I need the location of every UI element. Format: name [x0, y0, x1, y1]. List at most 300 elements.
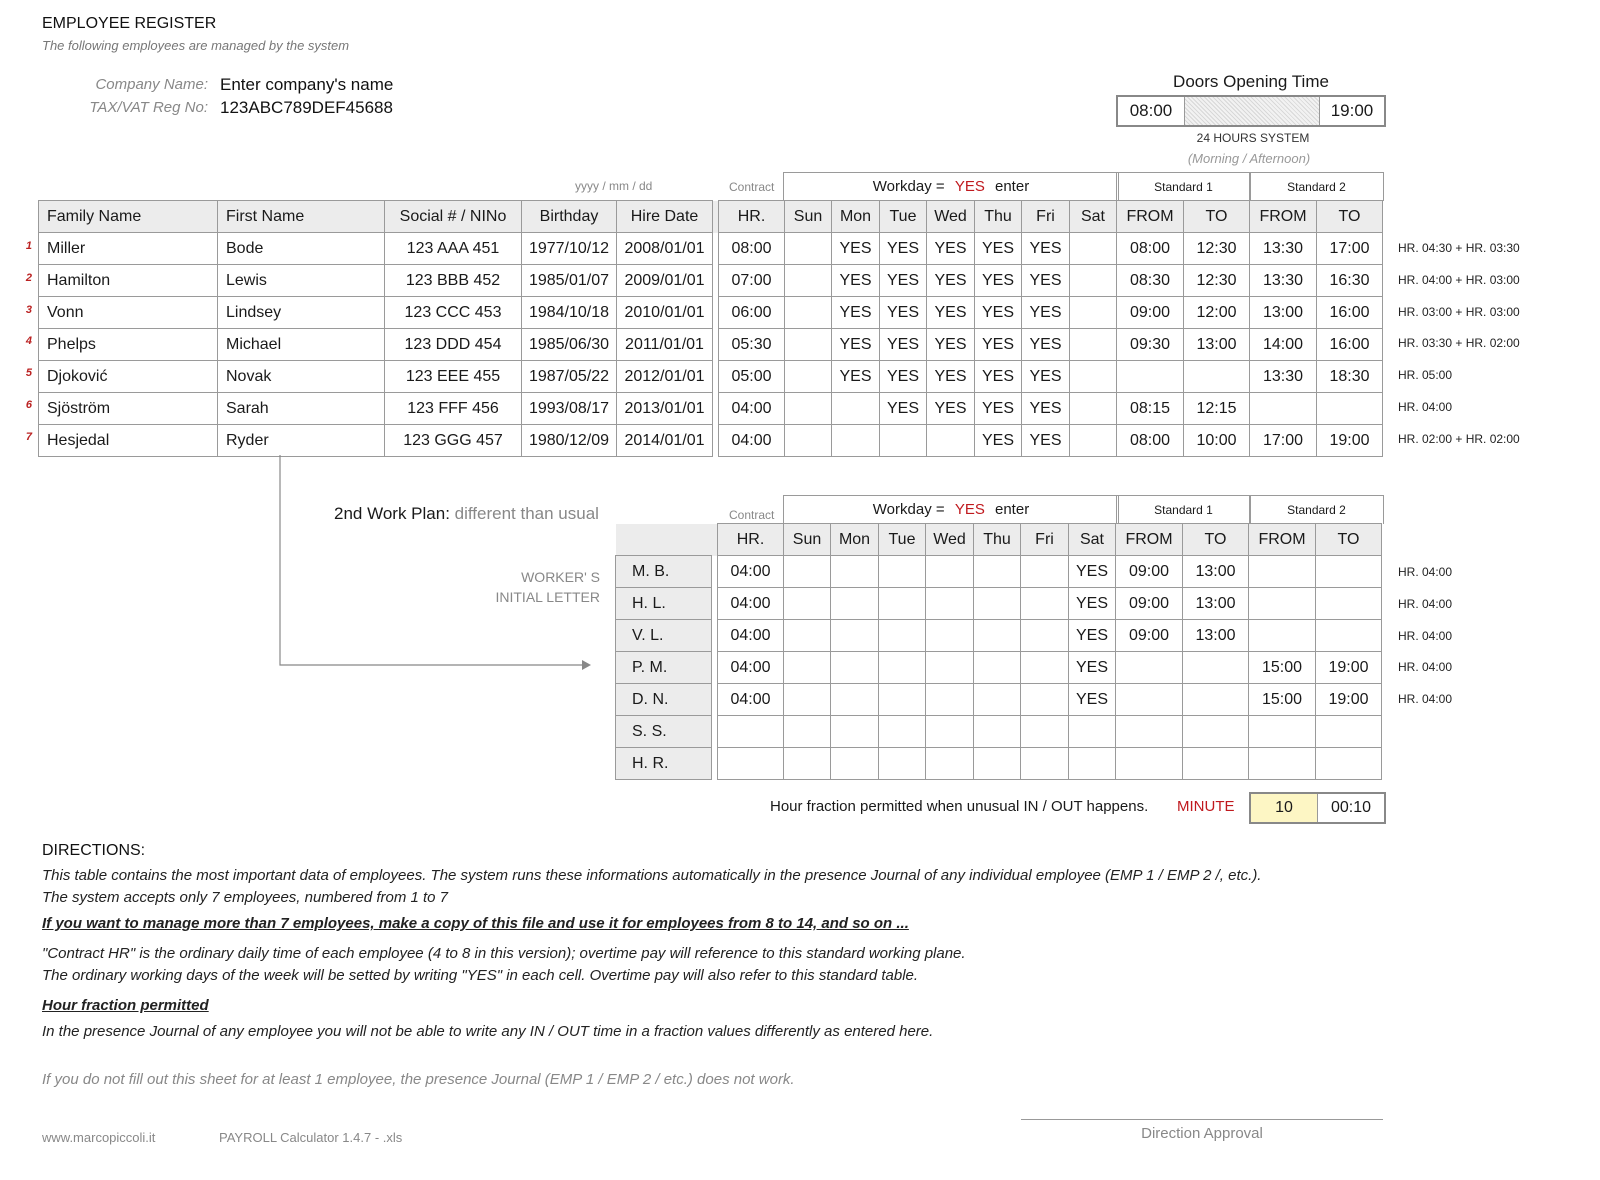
cell-tue[interactable]: YES: [880, 297, 927, 329]
cell-sat[interactable]: [1070, 297, 1117, 329]
header-tue: Tue: [880, 201, 927, 233]
cell-tue[interactable]: YES: [880, 393, 927, 425]
plan-row: [616, 684, 1382, 716]
cell-sat[interactable]: YES: [1069, 588, 1116, 620]
cell-tue[interactable]: YES: [880, 329, 927, 361]
cell-thu[interactable]: YES: [975, 329, 1022, 361]
cell-from2[interactable]: [1249, 748, 1316, 780]
directions-p2: The system accepts only 7 employees, numbered from 1 to 7: [42, 889, 449, 906]
cell-tue[interactable]: [879, 588, 926, 620]
cell-hr[interactable]: 04:00: [718, 556, 784, 588]
cell-sat[interactable]: YES: [1069, 556, 1116, 588]
cell-from2[interactable]: [1249, 716, 1316, 748]
fraction-box: [1249, 792, 1386, 824]
cell-thu[interactable]: [974, 652, 1021, 684]
cell-mon[interactable]: YES: [832, 297, 880, 329]
cell-thu[interactable]: YES: [975, 425, 1022, 457]
employee-table: [38, 200, 1383, 457]
cell-from1[interactable]: [1116, 652, 1183, 684]
cell-sat[interactable]: [1069, 716, 1116, 748]
cell-wed[interactable]: [927, 425, 975, 457]
cell-birthday[interactable]: 1980/12/09: [522, 425, 617, 457]
cell-hr[interactable]: 04:00: [718, 588, 784, 620]
directions-p5: The ordinary working days of the week will be setted by writing "YES" in each cell. Overtime pay will also refer to this standard table.: [42, 967, 919, 984]
cell-from2[interactable]: [1250, 393, 1317, 425]
worker-initials: H. R.: [616, 748, 712, 780]
cell-sun[interactable]: [785, 361, 832, 393]
plan-row: [616, 556, 1382, 588]
cell-hr[interactable]: 08:00: [719, 233, 785, 265]
cell-thu[interactable]: YES: [975, 265, 1022, 297]
cell-sun[interactable]: [785, 265, 832, 297]
cell-from1[interactable]: 09:00: [1116, 620, 1183, 652]
cell-fri[interactable]: YES: [1022, 393, 1070, 425]
cell-to1[interactable]: 12:30: [1184, 265, 1250, 297]
plan-header-row: [616, 524, 1382, 556]
cell-hire[interactable]: 2012/01/01: [617, 361, 713, 393]
workday-header: [783, 172, 1119, 201]
row-hours-note: HR. 04:30 + HR. 03:30: [1398, 241, 1520, 255]
cell-sun[interactable]: [784, 684, 831, 716]
cell-first[interactable]: Ryder: [218, 425, 385, 457]
cell-first[interactable]: Sarah: [218, 393, 385, 425]
cell-first[interactable]: Michael: [218, 329, 385, 361]
footer-product: PAYROLL Calculator 1.4.7 - .xls: [219, 1130, 403, 1145]
cell-social[interactable]: 123 EEE 455: [385, 361, 522, 393]
cell-from2[interactable]: 17:00: [1250, 425, 1317, 457]
cell-hr[interactable]: [718, 748, 784, 780]
cell-sun[interactable]: [785, 393, 832, 425]
cell-to2[interactable]: 16:00: [1317, 297, 1383, 329]
cell-from1[interactable]: 09:00: [1116, 588, 1183, 620]
standard1-header: Standard 1: [1116, 172, 1251, 201]
table-row: [39, 425, 1383, 457]
header-std2-from: FROM: [1250, 201, 1317, 233]
cell-thu[interactable]: [974, 716, 1021, 748]
row-hours-note: HR. 03:00 + HR. 03:00: [1398, 304, 1520, 319]
cell-fri[interactable]: YES: [1022, 361, 1070, 393]
worker-initial-label-1: WORKER' S: [521, 569, 600, 585]
cell-hire[interactable]: 2014/01/01: [617, 425, 713, 457]
cell-sat[interactable]: [1070, 265, 1117, 297]
cell-from1[interactable]: 08:00: [1117, 233, 1184, 265]
worker-initial-label-2: INITIAL LETTER: [495, 589, 600, 605]
company-name-input[interactable]: Enter company's name: [220, 75, 394, 94]
cell-hire[interactable]: 2009/01/01: [617, 265, 713, 297]
cell-sun[interactable]: [785, 425, 832, 457]
table-row: [39, 361, 1383, 393]
plan-header-blank: [616, 524, 712, 556]
cell-family[interactable]: Hesjedal: [39, 425, 218, 457]
second-plan-title: 2nd Work Plan:: [334, 504, 450, 523]
cell-to1[interactable]: 12:00: [1184, 297, 1250, 329]
plan-row: [616, 620, 1382, 652]
cell-tue[interactable]: [879, 652, 926, 684]
row-number: 1: [25, 240, 32, 252]
doors-hatch-area: [1185, 97, 1320, 125]
cell-to2[interactable]: [1316, 556, 1382, 588]
cell-wed[interactable]: [926, 620, 974, 652]
cell-thu[interactable]: [974, 684, 1021, 716]
row-number: 3: [25, 303, 32, 316]
cell-fri[interactable]: YES: [1022, 297, 1070, 329]
header-std2-to: TO: [1317, 201, 1383, 233]
cell-birthday[interactable]: 1993/08/17: [522, 393, 617, 425]
cell-fri[interactable]: [1021, 716, 1069, 748]
cell-to1[interactable]: 10:00: [1184, 425, 1250, 457]
row-number: 7: [25, 430, 32, 443]
worker-initials: P. M.: [616, 652, 712, 684]
cell-to1[interactable]: 13:00: [1184, 329, 1250, 361]
cell-from1[interactable]: 08:00: [1117, 425, 1184, 457]
cell-sat[interactable]: [1070, 393, 1117, 425]
tax-reg-label: TAX/VAT Reg No:: [89, 99, 208, 116]
cell-from2[interactable]: 13:30: [1250, 233, 1317, 265]
cell-social[interactable]: 123 GGG 457: [385, 425, 522, 457]
workday-enter: enter: [995, 178, 1030, 195]
cell-fri[interactable]: [1021, 556, 1069, 588]
plan-row: [616, 748, 1382, 780]
cell-tue[interactable]: [880, 425, 927, 457]
contract-label-2: Contract: [729, 508, 775, 522]
cell-birthday[interactable]: 1985/06/30: [522, 329, 617, 361]
cell-mon[interactable]: [831, 716, 879, 748]
cell-from2[interactable]: 13:30: [1250, 361, 1317, 393]
header-social-number: Social # / NINo: [385, 201, 522, 233]
cell-tue[interactable]: [879, 748, 926, 780]
cell-hr[interactable]: 05:00: [719, 361, 785, 393]
cell-hire[interactable]: 2013/01/01: [617, 393, 713, 425]
second-plan-table: [615, 523, 1382, 780]
cell-fri[interactable]: [1021, 620, 1069, 652]
cell-hr[interactable]: 04:00: [719, 425, 785, 457]
cell-from1[interactable]: [1116, 748, 1183, 780]
header-hire-date: Hire Date: [617, 201, 713, 233]
cell-mon[interactable]: [831, 748, 879, 780]
cell-first[interactable]: Lewis: [218, 265, 385, 297]
header-thu: Thu: [974, 524, 1021, 556]
row-hours-note: HR. 05:00: [1398, 368, 1453, 383]
plan-hours-note: HR. 04:00: [1398, 692, 1453, 707]
header-sun: Sun: [784, 524, 831, 556]
header-std1-to: TO: [1184, 201, 1250, 233]
cell-wed[interactable]: [926, 716, 974, 748]
cell-thu[interactable]: YES: [975, 233, 1022, 265]
cell-tue[interactable]: [879, 620, 926, 652]
contract-label: Contract: [729, 180, 775, 194]
cell-wed[interactable]: [926, 684, 974, 716]
cell-to2[interactable]: 18:30: [1317, 361, 1383, 393]
cell-social[interactable]: 123 DDD 454: [385, 329, 522, 361]
cell-sun[interactable]: [784, 716, 831, 748]
cell-wed[interactable]: YES: [927, 393, 975, 425]
directions-p8: If you do not fill out this sheet for at least 1 employee, the presence Journal (EMP 1 / EMP 2 / etc.) does not work.: [42, 1071, 795, 1088]
cell-mon[interactable]: YES: [832, 233, 880, 265]
cell-wed[interactable]: [926, 588, 974, 620]
cell-wed[interactable]: YES: [927, 297, 975, 329]
cell-wed[interactable]: [926, 556, 974, 588]
cell-thu[interactable]: YES: [975, 393, 1022, 425]
cell-sat[interactable]: YES: [1069, 620, 1116, 652]
cell-wed[interactable]: YES: [927, 265, 975, 297]
cell-to1[interactable]: [1183, 652, 1249, 684]
cell-wed[interactable]: [926, 652, 974, 684]
cell-to2[interactable]: [1316, 620, 1382, 652]
workday-yes-2: YES: [954, 501, 985, 518]
cell-hr[interactable]: 05:30: [719, 329, 785, 361]
cell-hr[interactable]: 04:00: [718, 652, 784, 684]
header-sun: Sun: [785, 201, 832, 233]
workday-header-2: [783, 495, 1119, 524]
cell-to1[interactable]: 13:00: [1183, 620, 1249, 652]
cell-sat[interactable]: [1069, 748, 1116, 780]
cell-hr[interactable]: 06:00: [719, 297, 785, 329]
cell-sun[interactable]: [785, 297, 832, 329]
cell-to2[interactable]: [1316, 748, 1382, 780]
cell-family[interactable]: Hamilton: [39, 265, 218, 297]
cell-to1[interactable]: [1183, 716, 1249, 748]
cell-thu[interactable]: [974, 748, 1021, 780]
cell-from1[interactable]: [1116, 716, 1183, 748]
header-contract-hr: HR.: [718, 524, 784, 556]
cell-sun[interactable]: [784, 588, 831, 620]
cell-sat[interactable]: [1070, 361, 1117, 393]
cell-mon[interactable]: [831, 588, 879, 620]
cell-sun[interactable]: [785, 329, 832, 361]
cell-from1[interactable]: [1116, 684, 1183, 716]
cell-hr[interactable]: 04:00: [718, 684, 784, 716]
tax-reg-input[interactable]: 123ABC789DEF45688: [220, 98, 393, 117]
cell-from2[interactable]: [1249, 556, 1316, 588]
cell-to1[interactable]: [1183, 748, 1249, 780]
cell-to2[interactable]: 16:00: [1317, 329, 1383, 361]
cell-mon[interactable]: [832, 393, 880, 425]
header-std1-from: FROM: [1116, 524, 1183, 556]
row-number: 4: [25, 335, 32, 348]
cell-from1[interactable]: 08:30: [1117, 265, 1184, 297]
cell-from2[interactable]: 15:00: [1249, 652, 1316, 684]
cell-from2[interactable]: 14:00: [1250, 329, 1317, 361]
cell-thu[interactable]: YES: [975, 297, 1022, 329]
cell-family[interactable]: Miller: [39, 233, 218, 265]
cell-birthday[interactable]: 1987/05/22: [522, 361, 617, 393]
cell-sun[interactable]: [784, 748, 831, 780]
header-wed: Wed: [927, 201, 975, 233]
cell-wed[interactable]: YES: [927, 329, 975, 361]
cell-to2[interactable]: 19:00: [1317, 425, 1383, 457]
standard2-header-2: Standard 2: [1249, 495, 1384, 524]
plan-hours-note: HR. 04:00: [1398, 596, 1453, 611]
second-plan-desc: different than usual: [454, 504, 599, 523]
cell-tue[interactable]: YES: [880, 265, 927, 297]
cell-fri[interactable]: YES: [1022, 265, 1070, 297]
doors-opening-title: Doors Opening Time: [1173, 72, 1329, 91]
cell-mon[interactable]: [832, 425, 880, 457]
cell-wed[interactable]: YES: [927, 361, 975, 393]
cell-social[interactable]: 123 CCC 453: [385, 297, 522, 329]
cell-fri[interactable]: [1021, 588, 1069, 620]
cell-thu[interactable]: [974, 588, 1021, 620]
table-header-row: [39, 201, 1383, 233]
cell-mon[interactable]: YES: [832, 329, 880, 361]
page-title: EMPLOYEE REGISTER: [42, 15, 217, 32]
cell-family[interactable]: Djoković: [39, 361, 218, 393]
header-std1-from: FROM: [1117, 201, 1184, 233]
header-first-name: First Name: [218, 201, 385, 233]
doors-close-input[interactable]: 19:00: [1330, 101, 1374, 120]
cell-family[interactable]: Sjöström: [39, 393, 218, 425]
standard1-header-2: Standard 1: [1116, 495, 1251, 524]
cell-tue[interactable]: [879, 716, 926, 748]
header-std2-from: FROM: [1249, 524, 1316, 556]
cell-sun[interactable]: [784, 652, 831, 684]
plan-hours-note: HR. 04:00: [1398, 660, 1453, 675]
cell-fri[interactable]: [1021, 684, 1069, 716]
cell-to1[interactable]: 12:15: [1184, 393, 1250, 425]
cell-sat[interactable]: [1070, 425, 1117, 457]
row-number: 5: [25, 367, 32, 380]
header-wed: Wed: [926, 524, 974, 556]
header-mon: Mon: [831, 524, 879, 556]
header-family-name: Family Name: [39, 201, 218, 233]
cell-from2[interactable]: [1249, 620, 1316, 652]
directions-p1: This table contains the most important data of employees. The system runs these informations automatically in the presence Journal of any individual employee (EMP 1 / EMP 2 /, etc.).: [42, 867, 1262, 884]
cell-from1[interactable]: 09:00: [1117, 297, 1184, 329]
cell-mon[interactable]: YES: [832, 265, 880, 297]
cell-social[interactable]: 123 BBB 452: [385, 265, 522, 297]
cell-sat[interactable]: [1070, 329, 1117, 361]
cell-sat[interactable]: [1070, 233, 1117, 265]
cell-sun[interactable]: [784, 556, 831, 588]
fraction-display: 00:10: [1330, 799, 1372, 816]
cell-mon[interactable]: YES: [832, 361, 880, 393]
cell-social[interactable]: 123 AAA 451: [385, 233, 522, 265]
cell-hr[interactable]: 04:00: [719, 393, 785, 425]
header-std2-to: TO: [1316, 524, 1382, 556]
cell-to2[interactable]: [1317, 393, 1383, 425]
cell-sun[interactable]: [785, 233, 832, 265]
cell-hr[interactable]: [718, 716, 784, 748]
cell-mon[interactable]: [831, 620, 879, 652]
company-name-label: Company Name:: [95, 76, 208, 93]
row-hours-note: HR. 04:00: [1398, 400, 1453, 414]
cell-mon[interactable]: [831, 684, 879, 716]
table-row: [39, 329, 1383, 361]
cell-fri[interactable]: YES: [1022, 233, 1070, 265]
plan-row: [616, 588, 1382, 620]
cell-to2[interactable]: [1316, 716, 1382, 748]
cell-to2[interactable]: [1316, 588, 1382, 620]
cell-first[interactable]: Lindsey: [218, 297, 385, 329]
cell-tue[interactable]: [879, 556, 926, 588]
row-hours-note: HR. 02:00 + HR. 02:00: [1398, 431, 1520, 446]
fraction-unit: MINUTE: [1177, 798, 1235, 815]
cell-to1[interactable]: 12:30: [1184, 233, 1250, 265]
row-number: 6: [25, 399, 32, 411]
cell-to1[interactable]: 13:00: [1183, 588, 1249, 620]
cell-to2[interactable]: 19:00: [1316, 684, 1382, 716]
worker-initials: V. L.: [616, 620, 712, 652]
hours-system-note: 24 HOURS SYSTEM: [1196, 131, 1310, 145]
header-birthday: Birthday: [522, 201, 617, 233]
cell-tue[interactable]: YES: [880, 361, 927, 393]
cell-sun[interactable]: [784, 620, 831, 652]
fraction-minute-input[interactable]: 10: [1251, 794, 1318, 822]
cell-thu[interactable]: [974, 620, 1021, 652]
cell-fri[interactable]: [1021, 652, 1069, 684]
cell-tue[interactable]: [879, 684, 926, 716]
cell-from1[interactable]: 09:00: [1116, 556, 1183, 588]
cell-mon[interactable]: [831, 652, 879, 684]
cell-sat[interactable]: YES: [1069, 652, 1116, 684]
cell-fri[interactable]: [1021, 748, 1069, 780]
cell-family[interactable]: Vonn: [39, 297, 218, 329]
second-plan-label: [334, 504, 599, 524]
cell-sat[interactable]: YES: [1069, 684, 1116, 716]
cell-birthday[interactable]: 1977/10/12: [522, 233, 617, 265]
cell-hr[interactable]: 04:00: [718, 620, 784, 652]
worker-initials: M. B.: [616, 556, 712, 588]
cell-thu[interactable]: YES: [975, 361, 1022, 393]
cell-birthday[interactable]: 1984/10/18: [522, 297, 617, 329]
direction-approval: Direction Approval: [1141, 1125, 1263, 1142]
cell-to1[interactable]: [1184, 361, 1250, 393]
header-sat: Sat: [1069, 524, 1116, 556]
cell-wed[interactable]: YES: [927, 233, 975, 265]
cell-hr[interactable]: 07:00: [719, 265, 785, 297]
cell-mon[interactable]: [831, 556, 879, 588]
cell-to2[interactable]: 16:30: [1317, 265, 1383, 297]
cell-from1[interactable]: 09:30: [1117, 329, 1184, 361]
cell-hire[interactable]: 2011/01/01: [617, 329, 713, 361]
ampm-note: (Morning / Afternoon): [1187, 151, 1311, 166]
date-format-hint: yyyy / mm / dd: [575, 179, 653, 193]
cell-to1[interactable]: [1183, 684, 1249, 716]
cell-first[interactable]: Bode: [218, 233, 385, 265]
cell-from2[interactable]: [1249, 588, 1316, 620]
cell-hire[interactable]: 2008/01/01: [617, 233, 713, 265]
worker-initials: S. S.: [616, 716, 712, 748]
cell-social[interactable]: 123 FFF 456: [385, 393, 522, 425]
directions-p3: If you want to manage more than 7 employees, make a copy of this file and use it for employees from 8 to 14, and so on ...: [42, 915, 909, 932]
table-row: [39, 297, 1383, 329]
standard2-header: Standard 2: [1249, 172, 1384, 201]
cell-thu[interactable]: [974, 556, 1021, 588]
cell-from2[interactable]: 13:00: [1250, 297, 1317, 329]
header-mon: Mon: [832, 201, 880, 233]
cell-to2[interactable]: 19:00: [1316, 652, 1382, 684]
cell-from1[interactable]: 08:15: [1117, 393, 1184, 425]
cell-family[interactable]: Phelps: [39, 329, 218, 361]
cell-fri[interactable]: YES: [1022, 425, 1070, 457]
cell-from2[interactable]: 15:00: [1249, 684, 1316, 716]
cell-fri[interactable]: YES: [1022, 329, 1070, 361]
cell-from1[interactable]: [1117, 361, 1184, 393]
cell-to1[interactable]: 13:00: [1183, 556, 1249, 588]
cell-first[interactable]: Novak: [218, 361, 385, 393]
cell-hire[interactable]: 2010/01/01: [617, 297, 713, 329]
cell-wed[interactable]: [926, 748, 974, 780]
plan-row: [616, 716, 1382, 748]
plan-hours-note: HR. 04:00: [1398, 628, 1453, 643]
cell-birthday[interactable]: 1985/01/07: [522, 265, 617, 297]
directions-title: DIRECTIONS:: [42, 842, 146, 859]
cell-from2[interactable]: 13:30: [1250, 265, 1317, 297]
doors-open-input[interactable]: 08:00: [1118, 97, 1185, 125]
cell-tue[interactable]: YES: [880, 233, 927, 265]
footer-website[interactable]: www.marcopiccoli.it: [42, 1130, 156, 1145]
cell-to2[interactable]: 17:00: [1317, 233, 1383, 265]
